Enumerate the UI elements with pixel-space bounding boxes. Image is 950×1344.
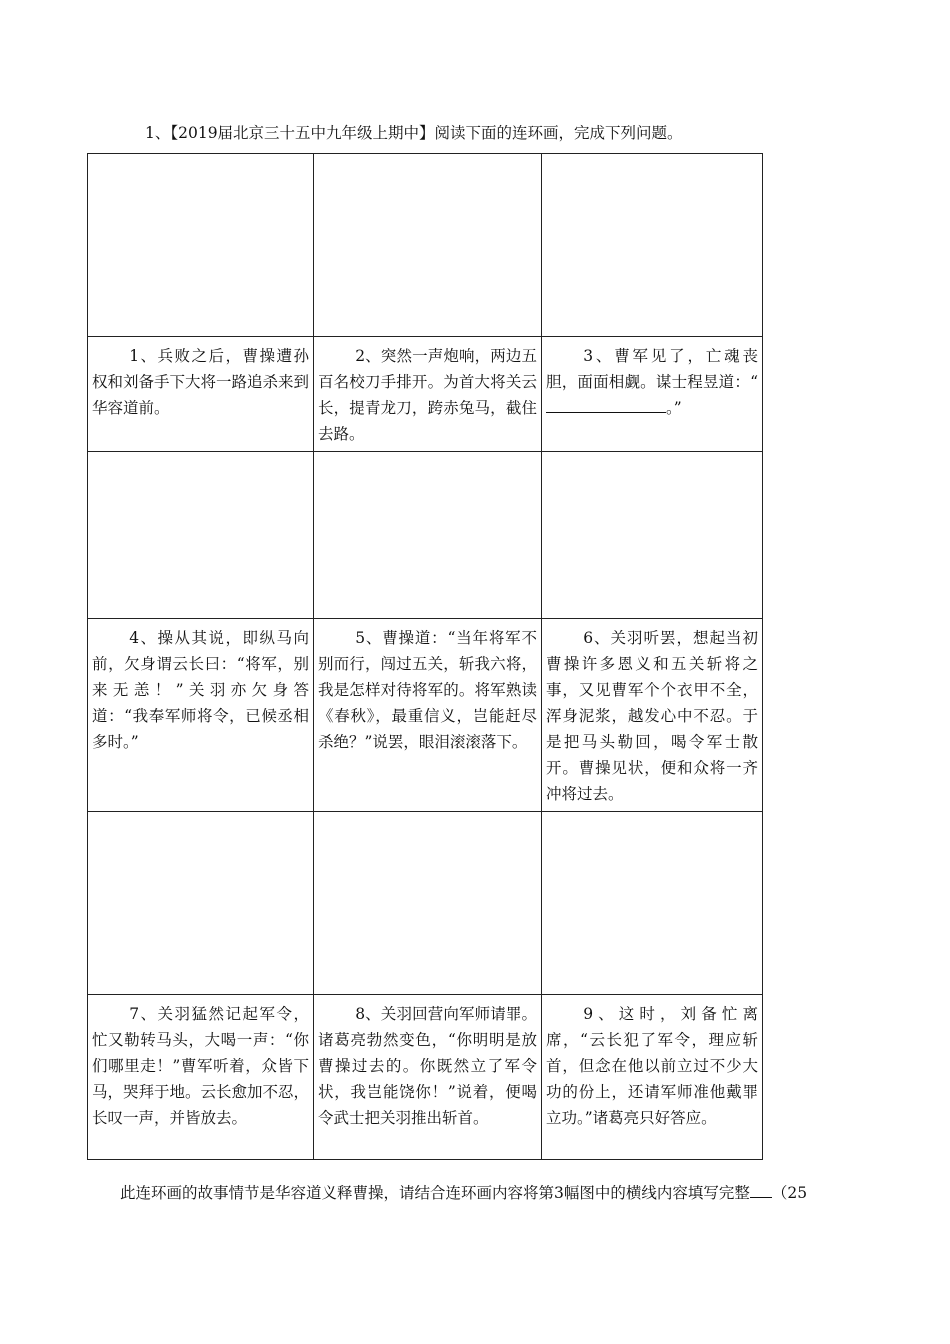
- panel-9-caption: 9、这时，刘备忙离席，“云长犯了军令，理应斩首，但念在他以前立过不少大功的份上，还请军师准他戴罪立功。”诸葛亮只好答应。: [546, 1005, 758, 1127]
- question-heading: 1、【2019届北京三十五中九年级上期中】阅读下面的连环画，完成下列问题。: [145, 124, 683, 142]
- panel-8-image: [314, 812, 542, 995]
- panel-2-image: [314, 154, 542, 337]
- panel-8-caption-cell: [314, 995, 542, 1160]
- picture-row: [88, 812, 763, 995]
- panel-5-caption-cell: [314, 619, 542, 812]
- panel-2-caption-cell: [314, 337, 542, 452]
- picture-row: [88, 452, 763, 619]
- panel-9-image: [542, 812, 763, 995]
- question-text: 此连环画的故事情节是华容道义释曹操，请结合连环画内容将第3幅图中的横线内容填写完整: [120, 1184, 750, 1202]
- panel-3-caption-cell: [542, 337, 763, 452]
- panel-5-caption: 5、曹操道：“当年将军不别而行，闯过五关，斩我六将，我是怎样对待将军的。将军熟读《春秋》，最重信义，岂能赶尽杀绝？”说罢，眼泪滚滚落下。: [318, 629, 537, 751]
- panel-7-caption-cell: [88, 995, 314, 1160]
- question-prompt: [120, 1181, 807, 1205]
- panel-8-caption: 8、关羽回营向军师请罪。诸葛亮勃然变色，“你明明是放曹操过去的。你既然立了军令状，我岂能饶你！”说着，便喝令武士把关羽推出斩首。: [318, 1005, 537, 1127]
- panel-4-image: [88, 452, 314, 619]
- panel-7-image: [88, 812, 314, 995]
- caption-row: [88, 337, 763, 452]
- panel-3-image: [542, 154, 763, 337]
- panel-2-caption: 2、突然一声炮响，两边五百名校刀手排开。为首大将关云长，提青龙刀，跨赤兔马，截住去路。: [318, 347, 537, 443]
- panel-6-caption-cell: [542, 619, 763, 812]
- panel-4-caption-cell: [88, 619, 314, 812]
- panel-6-caption: 6、关羽听罢，想起当初曹操许多恩义和五关斩将之事，又见曹军个个衣甲不全，浑身泥浆，越发心中不忍。于是把马头勒回，喝令军士散开。曹操见状，便和众将一齐冲将过去。: [546, 629, 758, 803]
- question-points: （25: [771, 1184, 808, 1202]
- panel-1-caption: 1、兵败之后，曹操遭孙权和刘备手下大将一路追杀来到华容道前。: [92, 347, 310, 417]
- panel-9-caption-cell: [542, 995, 763, 1160]
- panel-1-caption-cell: [88, 337, 314, 452]
- caption-row: [88, 995, 763, 1160]
- panel-7-caption: 7、关羽猛然记起军令，忙又勒转马头，大喝一声：“你们哪里走！”曹军听着，众皆下马，哭拜于地。云长愈加不忍，长叹一声，并皆放去。: [92, 1005, 310, 1127]
- panel-3-caption: [542, 337, 762, 425]
- panel-1-image: [88, 154, 314, 337]
- caption-row: [88, 619, 763, 812]
- picture-row: [88, 154, 763, 337]
- panel-6-image: [542, 452, 763, 619]
- panel-4-caption: 4、操从其说，即纵马向前，欠身谓云长曰：“将军，别来无恙！”关羽亦欠身答道：“我奉军师将令，已候丞相多时。”: [92, 629, 309, 751]
- panel-5-image: [314, 452, 542, 619]
- panel-3-caption-text: 3、曹军见了，亡魂丧胆，面面相觑。谋士程昱道：“: [546, 347, 758, 391]
- fill-in-blank[interactable]: [546, 396, 666, 413]
- answer-blank[interactable]: [750, 1183, 772, 1198]
- comic-strip-table: [87, 153, 763, 1160]
- panel-3-caption-end: 。”: [666, 399, 682, 417]
